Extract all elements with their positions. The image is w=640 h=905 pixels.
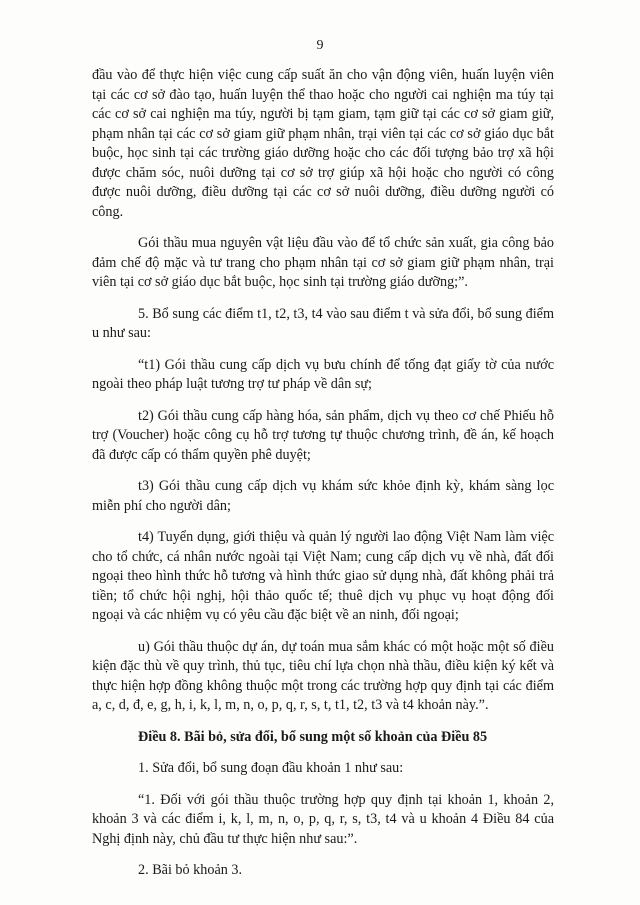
paragraph-7: t4) Tuyển dụng, giới thiệu và quản lý người lao động Việt Nam làm việc cho tổ chức, cá nhân nước ngoài tại Việt Nam; cung cấp dịch vụ về nhà, đất đối ngoại theo hình thức hỗ tương và hình thức giao sử dụng nhà, đất không phải trả tiền; tổ chức hội nghị, hội thảo quốc tế; thuê dịch vụ phục vụ hoạt động đối ngoại và các nhiệm vụ có yêu cầu đặc biệt về an ninh, đối ngoại; [92, 529, 554, 623]
paragraph-9: 1. Sửa đổi, bổ sung đoạn đầu khoản 1 như sau: [138, 760, 404, 776]
paragraph-5: t2) Gói thầu cung cấp hàng hóa, sản phẩm, dịch vụ theo cơ chế Phiếu hỗ trợ (Voucher) hoặc công cụ hỗ trợ tương tự thuộc chương trình, đề án, kế hoạch đã được cấp có thẩm quyền phê duyệt; [92, 407, 554, 463]
paragraph-8: u) Gói thầu thuộc dự án, dự toán mua sắm khác có một hoặc một số điều kiện đặc thù về quy trình, thủ tục, tiêu chí lựa chọn nhà thầu, điều kiện ký kết và thực hiện hợp đồng không thuộc một trong các trường hợp quy định tại các điểm a, c, d, đ, e, g, h, i, k, l, m, n, o, p, q, r, s, t, t1, t2, t3 và t4 khoản này.”. [92, 638, 554, 713]
paragraph-11: 2. Bãi bỏ khoản 3. [138, 862, 243, 878]
page-number: 9 [316, 38, 324, 53]
paragraph-2: Gói thầu mua nguyên vật liệu đầu vào để tổ chức sản xuất, gia công bảo đảm chế độ mặc và tư trang cho phạm nhân tại cơ sở giam giữ phạm nhân, trại viên tại cơ sở giáo dục bắt buộc, học sinh tại trường giáo dưỡng;”. [92, 235, 554, 290]
article-heading: Điều 8. Bãi bỏ, sửa đổi, bổ sung một số khoản của Điều 85 [138, 728, 488, 745]
paragraph-6: t3) Gói thầu cung cấp dịch vụ khám sức khỏe định kỳ, khám sàng lọc miễn phí cho người dân; [92, 478, 554, 514]
paragraph-10: “1. Đối với gói thầu thuộc trường hợp quy định tại khoản 1, khoản 2, khoản 3 và các điểm i, k, l, m, n, o, p, q, r, s, t3, t4 và u khoản 4 Điều 84 của Nghị định này, chủ đầu tư thực hiện như sau:”. [92, 791, 554, 847]
paragraph-4: “t1) Gói thầu cung cấp dịch vụ bưu chính để tống đạt giấy tờ của nước ngoài theo pháp luật tương trợ tư pháp về dân sự; [92, 356, 554, 392]
paragraph-1: đầu vào để thực hiện việc cung cấp suất ăn cho vận động viên, huấn luyện viên tại các cơ sở đào tạo, huấn luyện thể thao hoặc cho người cai nghiện ma túy tại các cơ sở cai nghiện ma túy, người bị tạm giam, tạm giữ tại các cơ sở giam giữ, phạm nhân tại các cơ sở giam giữ phạm nhân, trại viên tại các cơ sở giáo dục bắt buộc, học sinh tại các trường giáo dưỡng hoặc cho các đối tượng bảo trợ xã hội được chăm sóc, nuôi dưỡng tại cơ sở trợ giúp xã hội hoặc cho người có công được nuôi dưỡng, điều dưỡng tại các cơ sở nuôi dưỡng, điều dưỡng người có công. [92, 67, 554, 220]
document-body [92, 66, 554, 893]
paragraph-3: 5. Bổ sung các điểm t1, t2, t3, t4 vào sau điểm t và sửa đổi, bổ sung điểm u như sau: [92, 305, 554, 341]
